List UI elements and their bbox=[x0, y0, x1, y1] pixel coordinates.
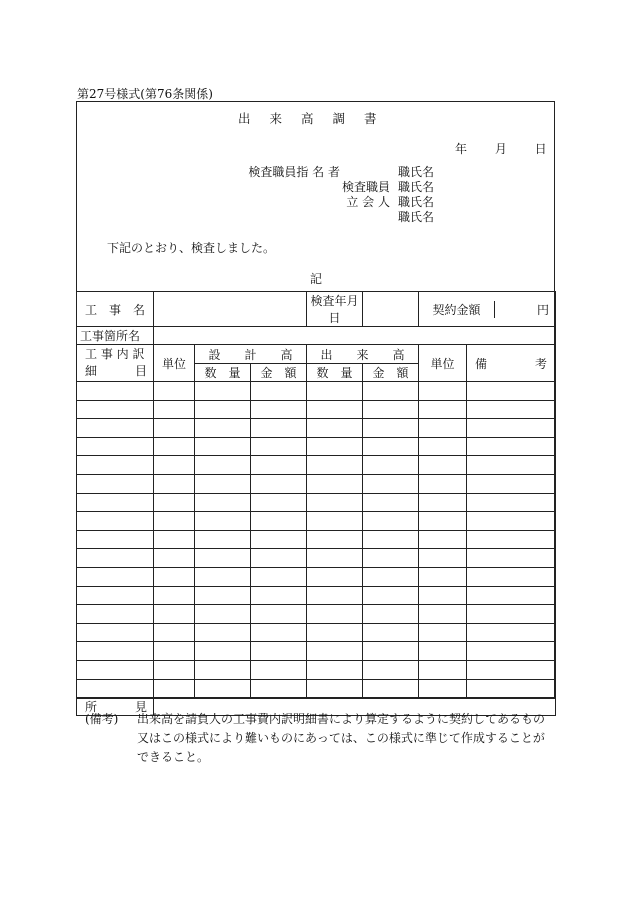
notice-text: 下記のとおり、検査しました。 bbox=[107, 241, 276, 255]
table-cell[interactable] bbox=[467, 382, 556, 401]
table-cell[interactable] bbox=[419, 679, 467, 698]
table-row bbox=[77, 400, 556, 419]
table-cell[interactable] bbox=[363, 567, 419, 586]
table-row bbox=[77, 679, 556, 698]
table-cell[interactable] bbox=[467, 456, 556, 475]
table-cell[interactable] bbox=[467, 549, 556, 568]
table-cell[interactable] bbox=[77, 512, 154, 531]
table-cell[interactable] bbox=[307, 493, 363, 512]
table-cell[interactable] bbox=[419, 474, 467, 493]
table-cell[interactable] bbox=[251, 474, 307, 493]
table-cell[interactable] bbox=[307, 437, 363, 456]
form-number: 第27号様式(第76条関係) bbox=[77, 87, 213, 101]
table-cell[interactable] bbox=[154, 660, 195, 679]
table-cell[interactable] bbox=[419, 493, 467, 512]
inspection-table bbox=[76, 291, 556, 716]
breakdown-header: 工 事 内 訳 細 目 bbox=[77, 345, 154, 382]
table-cell[interactable] bbox=[154, 512, 195, 531]
table-cell[interactable] bbox=[307, 419, 363, 438]
unit2-header: 単位 bbox=[419, 345, 467, 382]
table-cell[interactable] bbox=[251, 400, 307, 419]
table-cell[interactable] bbox=[419, 512, 467, 531]
table-row bbox=[77, 382, 556, 401]
table-cell[interactable] bbox=[154, 419, 195, 438]
table-row bbox=[77, 567, 556, 586]
table-cell[interactable] bbox=[419, 437, 467, 456]
table-cell[interactable] bbox=[419, 456, 467, 475]
table-cell[interactable] bbox=[419, 549, 467, 568]
table-cell[interactable] bbox=[154, 623, 195, 642]
table-row bbox=[77, 660, 556, 679]
table-cell[interactable] bbox=[251, 586, 307, 605]
table-cell[interactable] bbox=[195, 437, 251, 456]
table-cell[interactable] bbox=[154, 456, 195, 475]
table-cell[interactable] bbox=[419, 586, 467, 605]
table-cell[interactable] bbox=[251, 512, 307, 531]
table-cell[interactable] bbox=[195, 605, 251, 624]
inspection-date-label: 検査年月日 bbox=[307, 292, 363, 327]
signature-role-1: 検査職員指 名 者 bbox=[248, 165, 340, 179]
data-rows bbox=[77, 382, 556, 698]
table-cell[interactable] bbox=[467, 512, 556, 531]
table-cell[interactable] bbox=[195, 623, 251, 642]
table-cell[interactable] bbox=[77, 642, 154, 661]
table-cell[interactable] bbox=[251, 567, 307, 586]
table-cell[interactable] bbox=[195, 474, 251, 493]
table-cell[interactable] bbox=[77, 419, 154, 438]
footnote-label: (備考) bbox=[85, 712, 119, 726]
signature-label-1: 職氏名 bbox=[398, 165, 435, 179]
day-label: 日 bbox=[534, 142, 547, 156]
table-cell[interactable] bbox=[77, 567, 154, 586]
table-cell[interactable] bbox=[195, 419, 251, 438]
table-cell[interactable] bbox=[154, 493, 195, 512]
table-cell[interactable] bbox=[195, 493, 251, 512]
signature-role-3: 立 会 人 bbox=[346, 195, 390, 209]
design-amount-header: 金 額 bbox=[251, 364, 307, 382]
table-cell[interactable] bbox=[363, 382, 419, 401]
table-cell[interactable] bbox=[251, 660, 307, 679]
table-cell[interactable] bbox=[363, 642, 419, 661]
table-cell[interactable] bbox=[77, 586, 154, 605]
actual-quantity-header: 数 量 bbox=[307, 364, 363, 382]
month-label: 月 bbox=[494, 142, 507, 156]
contract-amount-cell bbox=[419, 292, 556, 327]
signature-role-2: 検査職員 bbox=[341, 180, 390, 194]
table-cell[interactable] bbox=[307, 642, 363, 661]
table-row bbox=[77, 419, 556, 438]
table-cell[interactable] bbox=[419, 419, 467, 438]
table-cell[interactable] bbox=[195, 679, 251, 698]
footnote-text: 出来高を請負人の工事費内訳明細書により算定するように契約してあるもの又はこの様式により難いものにあっては、この様式に準じて作成することができること。 bbox=[137, 712, 546, 764]
table-cell[interactable] bbox=[195, 586, 251, 605]
table-row bbox=[77, 605, 556, 624]
table-cell[interactable] bbox=[251, 419, 307, 438]
table-row bbox=[77, 642, 556, 661]
table-cell[interactable] bbox=[154, 642, 195, 661]
footnote bbox=[85, 710, 555, 767]
table-cell[interactable] bbox=[195, 567, 251, 586]
table-cell[interactable] bbox=[251, 679, 307, 698]
table-cell[interactable] bbox=[419, 400, 467, 419]
table-cell[interactable] bbox=[77, 437, 154, 456]
table-cell[interactable] bbox=[363, 437, 419, 456]
table-cell[interactable] bbox=[419, 567, 467, 586]
table-row bbox=[77, 474, 556, 493]
signature-label-2: 職氏名 bbox=[398, 180, 435, 194]
table-cell[interactable] bbox=[363, 679, 419, 698]
table-cell[interactable] bbox=[307, 549, 363, 568]
table-cell[interactable] bbox=[467, 679, 556, 698]
table-cell[interactable] bbox=[307, 512, 363, 531]
table-cell[interactable] bbox=[363, 456, 419, 475]
table-cell[interactable] bbox=[419, 642, 467, 661]
breakdown-line2a: 細 bbox=[85, 364, 98, 378]
table-row bbox=[77, 530, 556, 549]
table-cell[interactable] bbox=[363, 586, 419, 605]
table-cell[interactable] bbox=[77, 623, 154, 642]
yen-label: 円 bbox=[537, 302, 550, 317]
table-cell[interactable] bbox=[154, 530, 195, 549]
table-cell[interactable] bbox=[307, 586, 363, 605]
location-value[interactable] bbox=[154, 327, 556, 345]
table-cell[interactable] bbox=[154, 679, 195, 698]
table-cell[interactable] bbox=[154, 474, 195, 493]
table-cell[interactable] bbox=[77, 605, 154, 624]
table-row bbox=[77, 512, 556, 531]
table-cell[interactable] bbox=[251, 530, 307, 549]
table-cell[interactable] bbox=[195, 456, 251, 475]
date-line bbox=[455, 140, 547, 157]
table-cell[interactable] bbox=[77, 400, 154, 419]
table-cell[interactable] bbox=[363, 660, 419, 679]
table-cell[interactable] bbox=[419, 530, 467, 549]
table-cell[interactable] bbox=[467, 474, 556, 493]
table-cell[interactable] bbox=[154, 400, 195, 419]
table-cell[interactable] bbox=[363, 530, 419, 549]
table-cell[interactable] bbox=[419, 623, 467, 642]
table-cell[interactable] bbox=[195, 642, 251, 661]
table-cell[interactable] bbox=[195, 382, 251, 401]
table-cell[interactable] bbox=[363, 623, 419, 642]
table-cell[interactable] bbox=[467, 586, 556, 605]
table-cell[interactable] bbox=[467, 437, 556, 456]
table-cell[interactable] bbox=[195, 660, 251, 679]
remarks-header: 備 考 bbox=[467, 345, 556, 382]
ki-heading: 記 bbox=[310, 272, 323, 286]
table-cell[interactable] bbox=[363, 400, 419, 419]
table-cell[interactable] bbox=[307, 530, 363, 549]
table-cell[interactable] bbox=[77, 660, 154, 679]
document-title: 出来高調書 bbox=[238, 111, 396, 126]
table-cell[interactable] bbox=[154, 382, 195, 401]
location-label: 工事箇所名 bbox=[77, 327, 154, 345]
breakdown-line2b: 目 bbox=[134, 364, 147, 378]
table-cell[interactable] bbox=[251, 642, 307, 661]
table-cell[interactable] bbox=[467, 530, 556, 549]
table-cell[interactable] bbox=[77, 679, 154, 698]
table-cell[interactable] bbox=[363, 474, 419, 493]
table-cell[interactable] bbox=[251, 493, 307, 512]
table-row bbox=[77, 456, 556, 475]
table-cell[interactable] bbox=[467, 605, 556, 624]
signature-label-4: 職氏名 bbox=[398, 210, 435, 224]
table-cell[interactable] bbox=[77, 456, 154, 475]
unit-header: 単位 bbox=[154, 345, 195, 382]
table-cell[interactable] bbox=[154, 567, 195, 586]
table-cell[interactable] bbox=[307, 456, 363, 475]
table-cell[interactable] bbox=[467, 642, 556, 661]
table-cell[interactable] bbox=[251, 382, 307, 401]
signature-label-3: 職氏名 bbox=[398, 195, 435, 209]
table-cell[interactable] bbox=[77, 493, 154, 512]
year-label: 年 bbox=[455, 142, 468, 156]
table-cell[interactable] bbox=[467, 419, 556, 438]
table-cell[interactable] bbox=[419, 382, 467, 401]
table-cell[interactable] bbox=[251, 549, 307, 568]
inspection-date-value[interactable] bbox=[363, 292, 419, 327]
table-cell[interactable] bbox=[363, 512, 419, 531]
table-cell[interactable] bbox=[307, 605, 363, 624]
table-row bbox=[77, 586, 556, 605]
table-cell[interactable] bbox=[307, 382, 363, 401]
table-cell[interactable] bbox=[251, 456, 307, 475]
table-cell[interactable] bbox=[195, 530, 251, 549]
table-cell[interactable] bbox=[363, 549, 419, 568]
table-cell[interactable] bbox=[467, 567, 556, 586]
table-cell[interactable] bbox=[307, 400, 363, 419]
table-cell[interactable] bbox=[154, 549, 195, 568]
table-cell[interactable] bbox=[307, 679, 363, 698]
table-cell[interactable] bbox=[467, 660, 556, 679]
table-cell[interactable] bbox=[307, 567, 363, 586]
table-cell[interactable] bbox=[77, 549, 154, 568]
table-cell[interactable] bbox=[307, 660, 363, 679]
table-row bbox=[77, 623, 556, 642]
table-row bbox=[77, 549, 556, 568]
table-cell[interactable] bbox=[467, 623, 556, 642]
actual-header: 出 来 高 bbox=[307, 345, 419, 364]
table-cell[interactable] bbox=[154, 586, 195, 605]
design-header: 設 計 高 bbox=[195, 345, 307, 364]
table-cell[interactable] bbox=[77, 382, 154, 401]
project-name-label: 工 事 名 bbox=[77, 292, 154, 327]
table-cell[interactable] bbox=[363, 419, 419, 438]
table-cell[interactable] bbox=[419, 605, 467, 624]
table-cell[interactable] bbox=[363, 493, 419, 512]
table-cell[interactable] bbox=[251, 623, 307, 642]
table-cell[interactable] bbox=[195, 512, 251, 531]
table-cell[interactable] bbox=[251, 437, 307, 456]
actual-amount-header: 金 額 bbox=[363, 364, 419, 382]
table-cell[interactable] bbox=[154, 605, 195, 624]
table-cell[interactable] bbox=[195, 549, 251, 568]
table-cell[interactable] bbox=[363, 605, 419, 624]
design-quantity-header: 数 量 bbox=[195, 364, 251, 382]
table-cell[interactable] bbox=[154, 437, 195, 456]
table-row bbox=[77, 437, 556, 456]
project-name-value[interactable] bbox=[154, 292, 307, 327]
table-cell[interactable] bbox=[307, 623, 363, 642]
table-cell[interactable] bbox=[77, 530, 154, 549]
table-cell[interactable] bbox=[195, 400, 251, 419]
table-cell[interactable] bbox=[307, 474, 363, 493]
opinion-label: 所 見 bbox=[77, 698, 154, 716]
table-cell[interactable] bbox=[467, 493, 556, 512]
table-cell[interactable] bbox=[77, 474, 154, 493]
table-cell[interactable] bbox=[467, 400, 556, 419]
table-cell[interactable] bbox=[251, 605, 307, 624]
table-row bbox=[77, 493, 556, 512]
contract-amount-label: 契約金額 bbox=[419, 301, 495, 318]
table-cell[interactable] bbox=[419, 660, 467, 679]
